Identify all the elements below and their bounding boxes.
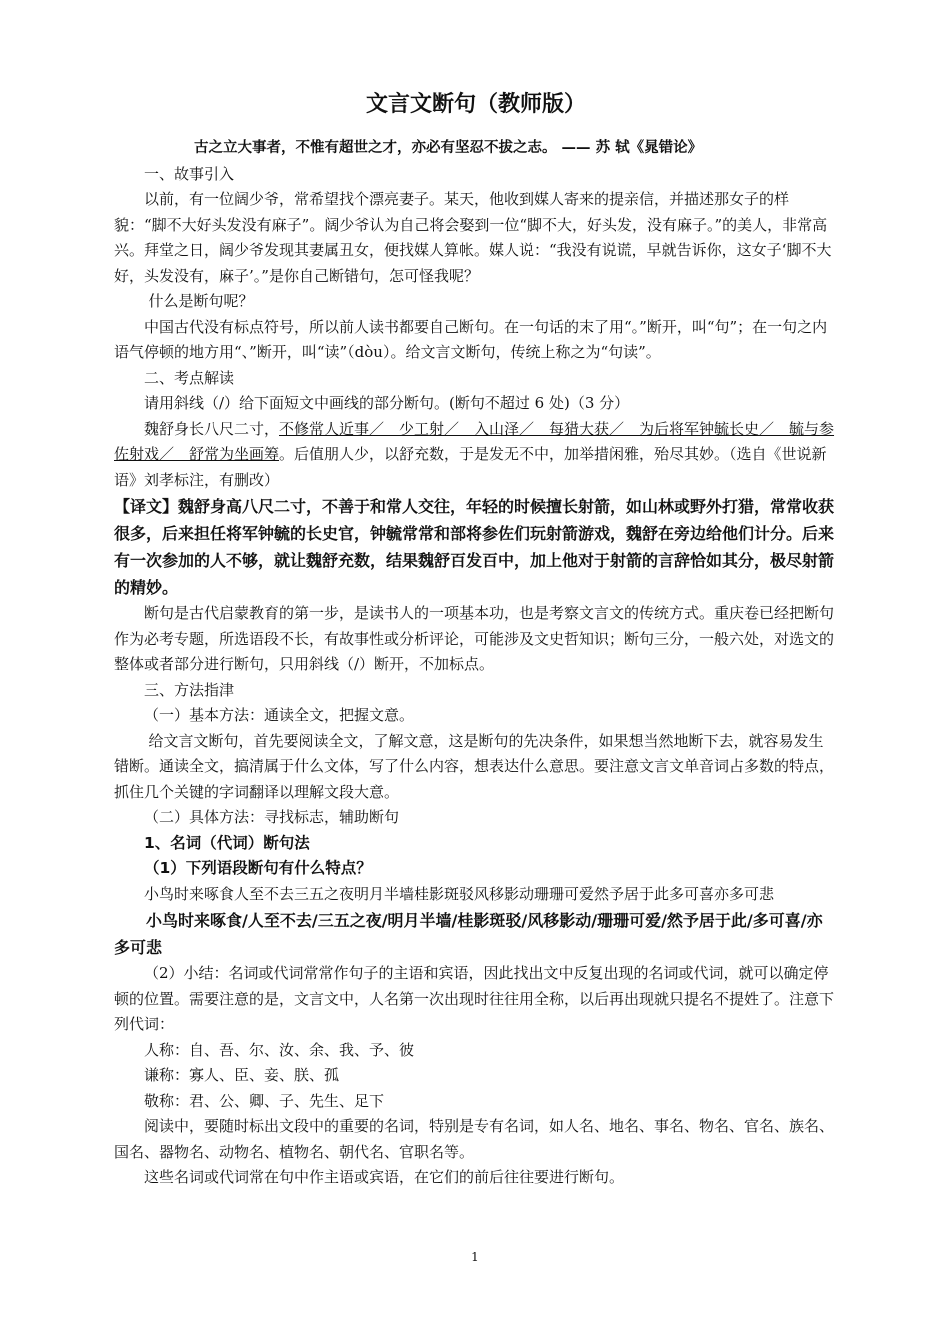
translation-paragraph: 【译文】魏舒身高八尺二寸，不善于和常人交往，年轻的时候擅长射箭，如山林或野外打猎，常常收获很多，后来担任将军钟毓的长史官，钟毓常常和部将参佐们玩射箭游戏，魏舒在旁边给他们计分。后来有一次参加的人不够，就让魏舒充数，结果魏舒百发百中，加上他对于射箭的言辞恰如其分，极尽射箭的精妙。 bbox=[114, 497, 835, 597]
reading-paragraph: 阅读中，要随时标出文段中的重要的名词，特别是专有名词，如人名、地名、事名、物名、官名、族名、国名、器物名、动物名、植物名、朝代名、官职名等。 bbox=[114, 1117, 835, 1161]
passage-paragraph bbox=[114, 417, 838, 494]
explain-paragraph: 中国古代没有标点符号，所以前人读书都要自己断句。在一句话的末了用“。”断开，叫“句”；在一句之内语气停顿的地方用“、”断开，叫“读”（dòu）。给文言文断句，传统上称之为“句读”。 bbox=[114, 317, 828, 361]
question-heading: （1）下列语段断句有什么特点？ bbox=[144, 859, 372, 877]
task-instruction: 请用斜线（/）给下面短文中画线的部分断句。(断句不超过 6 处)（3 分） bbox=[144, 394, 630, 412]
summary-paragraph: （2）小结：名词或代词常常作句子的主语和宾语，因此找出文中反复出现的名词或代词，就可以确定停顿的位置。需要注意的是，文言文中，人名第一次出现时往往用全称，以后再出现就只提名不提姓了。注意下列代词： bbox=[114, 964, 835, 1033]
question-line: 什么是断句呢？ bbox=[148, 292, 254, 310]
page-title: 文言文断句（教师版） bbox=[365, 92, 586, 117]
passage-underlined: 不修常人近事／ 少工射／ 入山泽／ 每猎大获／ 为后将军钟毓长史／ 毓与参佐射戏／ 舒常为坐画筹 bbox=[114, 419, 835, 463]
closing-line: 这些名词或代词常在句中作主语或宾语，在它们的前后往往要进行断句。 bbox=[144, 1168, 625, 1186]
pronoun-humble: 谦称：寡人、臣、妾、朕、孤 bbox=[144, 1066, 340, 1084]
pronoun-honor: 敬称：君、公、卿、子、先生、足下 bbox=[144, 1091, 385, 1110]
motto-quote: 古之立大事者，不惟有超世之才，亦必有坚忍不拔之志。 —— 苏 轼《晁错论》 bbox=[194, 140, 703, 156]
page-number: 1 bbox=[471, 1250, 479, 1264]
answer-passage: 小鸟时来啄食/人至不去/三五之夜/明月半墙/桂影斑驳/风移影动/珊珊可爱/然予居于此/多可喜/亦多可悲 bbox=[114, 911, 823, 957]
method-2-heading: （二）具体方法：寻找标志，辅助断句 bbox=[144, 808, 400, 826]
raw-passage: 小鸟时来啄食人至不去三五之夜明月半墙桂影斑驳风移影动珊珊可爱然予居于此多可喜亦多可悲 bbox=[144, 884, 775, 903]
story-paragraph: 以前，有一位阔少爷，常希望找个漂亮妻子。某天，他收到媒人寄来的提亲信，并描述那女子的样貌：“脚不大好头发没有麻子”。阔少爷认为自己将会娶到一位“脚不大，好头发，没有麻子。”的美人，非常高兴。拜堂之日，阔少爷发现其妻属丑女，便找媒人算帐。媒人说：“我没有说谎，早就告诉你，这女子‘脚不大好，头发没有，麻子’。”是你自己断错句，怎可怪我呢？ bbox=[114, 190, 832, 285]
method-1-heading: （一）基本方法：通读全文，把握文意。 bbox=[144, 706, 415, 724]
pronoun-person: 人称：自、吾、尔、汝、余、我、予、彼 bbox=[144, 1040, 415, 1059]
document-body bbox=[114, 90, 838, 1191]
method-1-paragraph: 给文言文断句，首先要阅读全文，了解文意，这是断句的先决条件，如果想当然地断下去，就容易发生错断。通读全文，搞清属于什么文体，写了什么内容，想表达什么意思。要注意文言文单音词占多数的特点，抓住几个关键的字词翻译以理解文段大意。 bbox=[114, 731, 835, 801]
passage-intro: 魏舒身长八尺二寸， bbox=[144, 419, 280, 438]
passage-rest: 。后值朋人少，以舒充数，于是发无不中，加举措闲雅，殆尽其妙。（选自《世说新语》刘孝标注，有删改） bbox=[114, 445, 827, 489]
subsection-heading: 1、名词（代词）断句法 bbox=[144, 833, 310, 852]
section-heading-1: 一、故事引入 bbox=[144, 164, 235, 183]
section-heading-3: 三、方法指津 bbox=[144, 680, 235, 699]
section-heading-2: 二、考点解读 bbox=[144, 368, 235, 387]
intro-paragraph: 断句是古代启蒙教育的第一步，是读书人的一项基本功，也是考察文言文的传统方式。重庆卷已经把断句作为必考专题，所选语段不长，有故事性或分析评论，可能涉及文史哲知识；断句三分，一般六处，对选文的整体或者部分进行断句，只用斜线（/）断开，不加标点。 bbox=[114, 604, 835, 673]
